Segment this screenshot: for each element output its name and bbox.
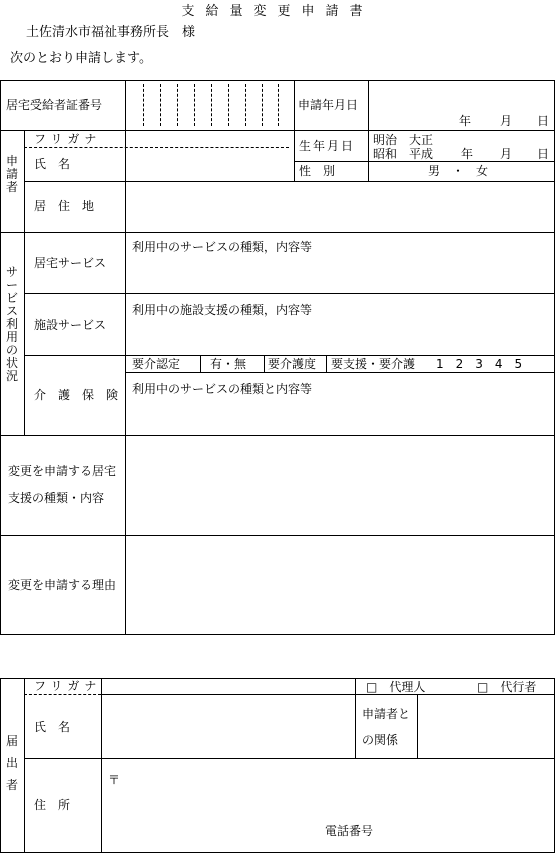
notifier-name-field[interactable] — [102, 695, 354, 757]
phone-label: 電話番号 — [325, 824, 374, 838]
change-reason-label: 変更を申請する理由 — [8, 578, 117, 592]
facility-service-label: 施設サービス — [34, 318, 107, 332]
application-date-label: 申請年月日 — [298, 98, 359, 112]
era-options-row2: 昭和 平成 — [373, 147, 434, 161]
care-cert-options[interactable]: 有・無 — [210, 357, 247, 371]
addressee: 土佐清水市福祉事務所長 様 — [26, 25, 196, 40]
address-field[interactable] — [126, 182, 554, 231]
date-day-unit: 日 — [537, 114, 550, 128]
intro-text: 次のとおり申請します。 — [10, 51, 152, 66]
care-service-note: 利用中のサービスの種類と内容等 — [132, 382, 313, 396]
care-level-numbers[interactable]: 1 2 3 4 5 — [436, 357, 523, 371]
notifier-address-field[interactable] — [102, 759, 554, 817]
application-date-field[interactable] — [369, 81, 554, 129]
recipient-number-label: 居宅受給者証番号 — [6, 98, 103, 112]
sex-options[interactable]: 男 ・ 女 — [428, 164, 489, 178]
home-service-label: 居宅サービス — [34, 256, 107, 270]
recipient-number-field[interactable] — [126, 81, 293, 129]
care-insurance-label: 介 護 保 険 — [34, 388, 119, 402]
sex-label: 性 別 — [299, 164, 336, 178]
birth-day-unit: 日 — [537, 147, 550, 161]
service-section-label: サービス利用の状況 — [5, 265, 18, 383]
care-service-field[interactable] — [126, 398, 554, 434]
facility-service-note: 利用中の施設支援の種類，内容等 — [132, 303, 313, 317]
relation-label-line2: の関係 — [362, 733, 399, 747]
phone-field[interactable] — [390, 820, 550, 844]
relation-label-line1: 申請者と — [362, 707, 411, 721]
birth-month-unit: 月 — [500, 147, 513, 161]
birthdate-label: 生年月日 — [299, 139, 356, 153]
change-type-field[interactable] — [126, 436, 554, 534]
notifier-name-label: 氏 名 — [34, 720, 71, 734]
notifier-furigana-field[interactable] — [102, 679, 354, 693]
name-field[interactable] — [126, 148, 293, 180]
home-service-note: 利用中のサービスの種類，内容等 — [132, 240, 313, 254]
proxy-checkbox[interactable]: □ 代理人 — [366, 680, 426, 694]
date-month-unit: 月 — [500, 114, 513, 128]
relation-field[interactable] — [418, 695, 554, 757]
name-label: 氏 名 — [34, 157, 71, 171]
applicant-section-label: 申請者 — [5, 154, 18, 194]
care-cert-label: 要介認定 — [132, 357, 181, 371]
change-type-label-line2: 支援の種類・内容 — [8, 491, 105, 505]
birthdate-field[interactable] — [369, 131, 554, 160]
care-level-options[interactable]: 要支援・要介護 — [331, 357, 416, 371]
date-year-unit: 年 — [459, 114, 472, 128]
notifier-address-label: 住 所 — [34, 798, 71, 812]
furigana-label: フリガナ — [34, 132, 102, 146]
notifier-furigana-label: フリガナ — [34, 679, 102, 693]
era-options-row1: 明治 大正 — [373, 133, 434, 147]
notifier-section-label: 届出者 — [5, 734, 18, 792]
facility-service-field[interactable] — [126, 318, 554, 354]
change-type-label-line1: 変更を申請する居宅 — [8, 464, 117, 478]
home-service-field[interactable] — [126, 256, 554, 292]
agent-checkbox[interactable]: □ 代行者 — [477, 680, 537, 694]
care-level-label: 要介護度 — [268, 357, 317, 371]
address-label: 居 住 地 — [34, 199, 95, 213]
change-reason-field[interactable] — [126, 536, 554, 633]
furigana-field[interactable] — [126, 131, 293, 146]
birth-year-unit: 年 — [461, 147, 474, 161]
form-title: 支給量変更申請書 — [181, 4, 374, 19]
postal-mark: 〒 — [108, 773, 121, 787]
